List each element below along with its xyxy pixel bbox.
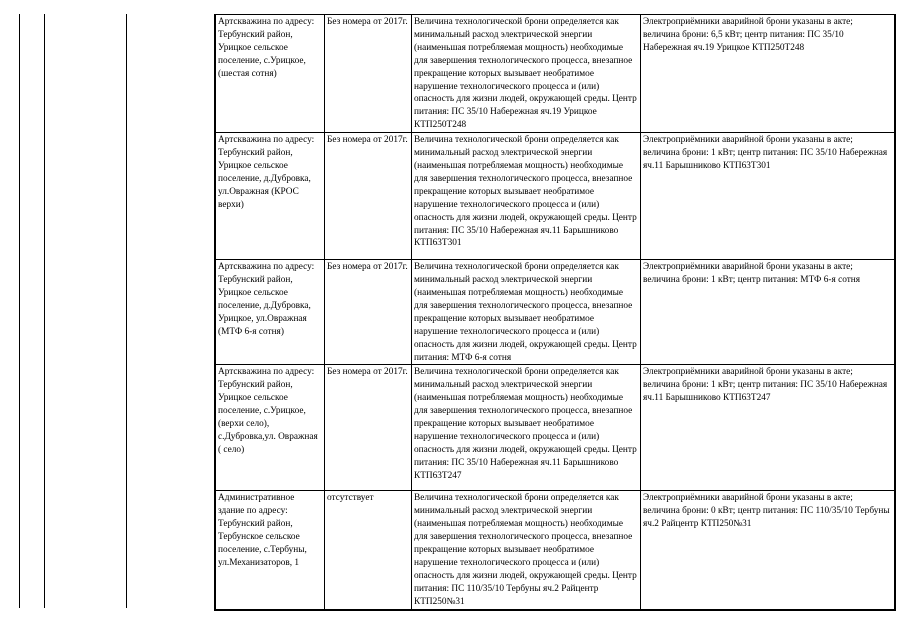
technological-reserve-cell: Величина технологической брони определяется как минимальный расход электрической энергии (наименьшая потребляемая мощность) необходимые для завершения технологического процесса, внезапное прекращение которых вызывает необратимое нарушение технологического процесса и (или) опасность для жизни людей, окружающей среды. Центр питания: ПС 35/10 Набережная яч.11 Барышниково КТП63Т247 (412, 365, 641, 491)
emergency-reserve-cell: Электроприёмники аварийной брони указаны в акте; величина брони: 1 кВт; центр питания: МТФ 6-я сотня (641, 260, 896, 365)
act-number-cell: Без номера от 2017г. (325, 15, 412, 133)
emergency-reserve-cell: Электроприёмники аварийной брони указаны в акте; величина брони: 1 кВт; центр питания: ПС 35/10 Набережная яч.11 Барышниково КТП63Т247 (641, 365, 896, 491)
object-address-cell: Артскважина по адресу: Тербунский район, Урицкое сельское поселение, с.Урицкое, (верхи село), с.Дубровка,ул. Овражная ( село) (215, 365, 325, 491)
power-reserve-table (214, 14, 896, 611)
object-address-cell: Артскважина по адресу: Тербунский район, Урицкое сельское поселение, д.Дубровка, ул.Овражная (КРОС верхи) (215, 133, 325, 260)
technological-reserve-cell: Величина технологической брони определяется как минимальный расход электрической энергии (наименьшая потребляемая мощность) необходимые для завершения технологического процесса, внезапное прекращение которых вызывает необратимое нарушение технологического процесса и (или) опасность для жизни людей, окружающей среды. Центр питания: ПС 35/10 Набережная яч.11 Барышниково КТП63Т301 (412, 133, 641, 260)
table-row (215, 491, 895, 610)
left-border-line-1 (19, 14, 20, 608)
emergency-reserve-cell: Электроприёмники аварийной брони указаны в акте; величина брони: 0 кВт; центр питания: ПС 110/35/10 Тербуны яч.2 Райцентр КТП250№31 (641, 491, 896, 610)
table-row (215, 260, 895, 365)
act-number-cell: Без номера от 2017г. (325, 133, 412, 260)
table-row (215, 133, 895, 260)
table-row (215, 15, 895, 133)
object-address-cell: Артскважина по адресу: Тербунский район, Урицкое сельское поселение, д.Дубровка, Урицкое, ул.Овражная (МТФ 6-я сотня) (215, 260, 325, 365)
emergency-reserve-cell: Электроприёмники аварийной брони указаны в акте; величина брони: 6,5 кВт; центр питания: ПС 35/10 Набережная яч.19 Урицкое КТП250Т248 (641, 15, 896, 133)
left-border-line-3 (126, 14, 127, 608)
act-number-cell: отсутствует (325, 491, 412, 610)
technological-reserve-cell: Величина технологической брони определяется как минимальный расход электрической энергии (наименьшая потребляемая мощность) необходимые для завершения технологического процесса, внезапное прекращение которых вызывает необратимое нарушение технологического процесса и (или) опасность для жизни людей, окружающей среды. Центр питания: ПС 110/35/10 Тербуны яч.2 Райцентр КТП250№31 (412, 491, 641, 610)
technological-reserve-cell: Величина технологической брони определяется как минимальный расход электрической энергии (наименьшая потребляемая мощность) необходимые для завершения технологического процесса, внезапное прекращение которых вызывает необратимое нарушение технологического процесса и (или) опасность для жизни людей, окружающей среды. Центр питания: МТФ 6-я сотня (412, 260, 641, 365)
object-address-cell: Административное здание по адресу: Тербунский район, Тербунское сельское поселение, с.Тербуны, ул.Механизаторов, 1 (215, 491, 325, 610)
table-row (215, 365, 895, 491)
object-address-cell: Артскважина по адресу: Тербунский район, Урицкое сельское поселение, с.Урицкое, (шестая сотня) (215, 15, 325, 133)
act-number-cell: Без номера от 2017г. (325, 365, 412, 491)
emergency-reserve-cell: Электроприёмники аварийной брони указаны в акте; величина брони: 1 кВт; центр питания: ПС 35/10 Набережная яч.11 Барышниково КТП63Т301 (641, 133, 896, 260)
act-number-cell: Без номера от 2017г. (325, 260, 412, 365)
left-border-line-2 (44, 14, 45, 608)
technological-reserve-cell: Величина технологической брони определяется как минимальный расход электрической энергии (наименьшая потребляемая мощность) необходимые для завершения технологического процесса, внезапное прекращение которых вызывает необратимое нарушение технологического процесса и (или) опасность для жизни людей, окружающей среды. Центр питания: ПС 35/10 Набережная яч.19 Урицкое КТП250Т248 (412, 15, 641, 133)
